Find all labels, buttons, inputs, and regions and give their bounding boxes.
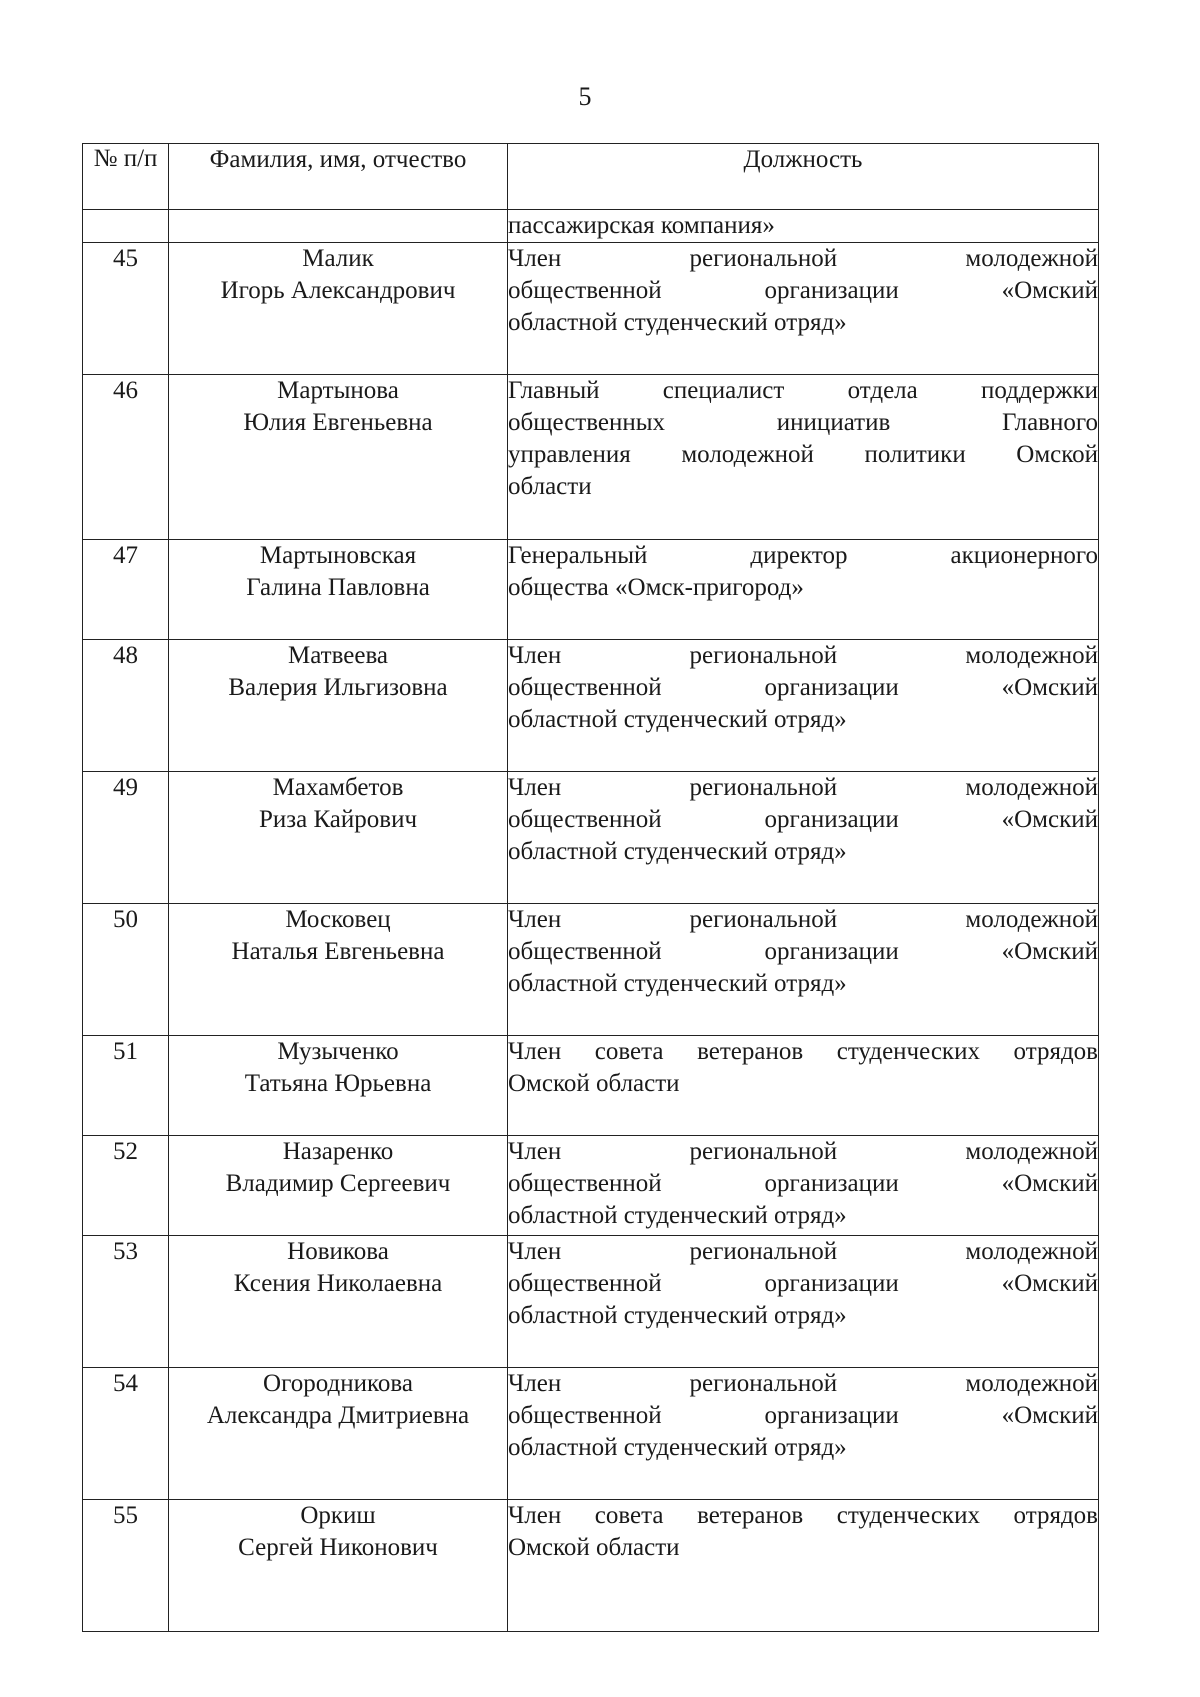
row-number: 51 xyxy=(83,1036,169,1136)
position-cell xyxy=(508,1500,1099,1632)
position-line: общественной организации «Омский xyxy=(508,1270,1098,1297)
page-number: 5 xyxy=(578,82,592,111)
given-name-patronymic: Наталья Евгеньевна xyxy=(231,938,445,965)
row-number: 48 xyxy=(83,640,169,772)
surname: Новикова xyxy=(287,1238,389,1265)
position-line: Член совета ветеранов студенческих отрядов xyxy=(508,1038,1098,1065)
table-row xyxy=(83,243,1099,375)
full-name-cell xyxy=(169,904,508,1036)
position-line: областной студенческий отряд» xyxy=(508,309,847,336)
given-name-patronymic: Риза Кайрович xyxy=(258,806,418,833)
table-row xyxy=(83,772,1099,904)
full-name-cell xyxy=(169,243,508,375)
position-line: областной студенческий отряд» xyxy=(508,1202,847,1229)
position-line: Член региональной молодежной xyxy=(508,245,1098,272)
position-line: областной студенческий отряд» xyxy=(508,706,847,733)
position-line: Генеральный директор акционерного xyxy=(508,542,1098,569)
full-name-cell xyxy=(169,1036,508,1136)
position-cell xyxy=(508,772,1099,904)
position-line: Член региональной молодежной xyxy=(508,642,1098,669)
surname: Огородникова xyxy=(263,1370,413,1397)
position-line: общественной организации «Омский xyxy=(508,674,1098,701)
table-row xyxy=(83,640,1099,772)
full-name-cell xyxy=(169,375,508,540)
surname: Московец xyxy=(285,906,391,933)
position-line: Член региональной молодежной xyxy=(508,1370,1098,1397)
position-line: общественной организации «Омский xyxy=(508,806,1098,833)
given-name-patronymic: Юлия Евгеньевна xyxy=(243,409,433,436)
given-name-patronymic: Владимир Сергеевич xyxy=(225,1170,451,1197)
position-line: областной студенческий отряд» xyxy=(508,838,847,865)
full-name-cell xyxy=(169,772,508,904)
table-row xyxy=(83,1236,1099,1368)
position-line: областной студенческий отряд» xyxy=(508,1434,847,1461)
position-cell xyxy=(508,1368,1099,1500)
position-cell xyxy=(508,1236,1099,1368)
position-line: области xyxy=(508,473,592,500)
row-number: 53 xyxy=(83,1236,169,1368)
position-line: Член совета ветеранов студенческих отрядов xyxy=(508,1502,1098,1529)
surname: Оркиш xyxy=(300,1502,376,1529)
position-line: управления молодежной политики Омской xyxy=(508,441,1098,468)
row-number: 52 xyxy=(83,1136,169,1236)
surname: Мартыновская xyxy=(259,542,417,569)
header-position: Должность xyxy=(508,144,1099,210)
position-line: областной студенческий отряд» xyxy=(508,1302,847,1329)
position-line: Член региональной молодежной xyxy=(508,774,1098,801)
full-name-cell xyxy=(169,640,508,772)
position-line: Член региональной молодежной xyxy=(508,906,1098,933)
header-full-name: Фамилия, имя, отчество xyxy=(169,144,508,210)
table-header-row xyxy=(83,144,1099,210)
continuation-name xyxy=(169,210,508,243)
given-name-patronymic: Валерия Ильгизовна xyxy=(228,674,448,701)
surname: Махамбетов xyxy=(272,774,404,801)
table-row xyxy=(83,375,1099,540)
table-row xyxy=(83,1136,1099,1236)
given-name-patronymic: Ксения Николаевна xyxy=(233,1270,443,1297)
continuation-position: пассажирская компания» xyxy=(508,210,1099,243)
row-number: 45 xyxy=(83,243,169,375)
position-cell xyxy=(508,1136,1099,1236)
position-line: областной студенческий отряд» xyxy=(508,970,847,997)
position-cell xyxy=(508,904,1099,1036)
full-name-cell xyxy=(169,1136,508,1236)
position-line: Омской области xyxy=(508,1534,680,1561)
position-cell xyxy=(508,375,1099,540)
table-row xyxy=(83,1500,1099,1632)
position-line: общественной организации «Омский xyxy=(508,1170,1098,1197)
position-line: общественной организации «Омский xyxy=(508,938,1098,965)
given-name-patronymic: Александра Дмитриевна xyxy=(206,1402,470,1429)
given-name-patronymic: Сергей Никонович xyxy=(238,1534,438,1561)
row-number: 50 xyxy=(83,904,169,1036)
position-cell xyxy=(508,540,1099,640)
given-name-patronymic: Игорь Александрович xyxy=(220,277,456,304)
position-cell xyxy=(508,243,1099,375)
row-number: 54 xyxy=(83,1368,169,1500)
row-number: 46 xyxy=(83,375,169,540)
header-number: № п/п xyxy=(83,144,169,210)
surname: Матвеева xyxy=(287,642,389,669)
table-row xyxy=(83,1368,1099,1500)
position-line: Главный специалист отдела поддержки xyxy=(508,377,1098,404)
position-line: Омской области xyxy=(508,1070,680,1097)
continuation-row xyxy=(83,210,1099,243)
position-cell xyxy=(508,640,1099,772)
full-name-cell xyxy=(169,540,508,640)
row-number: 55 xyxy=(83,1500,169,1632)
table-row xyxy=(83,1036,1099,1136)
position-line: общественной организации «Омский xyxy=(508,1402,1098,1429)
surname: Малик xyxy=(302,245,374,272)
position-line: общества «Омск-пригород» xyxy=(508,574,804,601)
row-number: 49 xyxy=(83,772,169,904)
full-name-cell xyxy=(169,1368,508,1500)
continuation-num xyxy=(83,210,169,243)
given-name-patronymic: Галина Павловна xyxy=(246,574,430,601)
position-line: Член региональной молодежной xyxy=(508,1138,1098,1165)
row-number: 47 xyxy=(83,540,169,640)
position-line: общественной организации «Омский xyxy=(508,277,1098,304)
table-row xyxy=(83,540,1099,640)
surname: Музыченко xyxy=(277,1038,399,1065)
table-row xyxy=(83,904,1099,1036)
position-cell xyxy=(508,1036,1099,1136)
full-name-cell xyxy=(169,1236,508,1368)
given-name-patronymic: Татьяна Юрьевна xyxy=(244,1070,432,1097)
full-name-cell xyxy=(169,1500,508,1632)
surname: Мартынова xyxy=(277,377,399,404)
position-line: общественных инициатив Главного xyxy=(508,409,1098,436)
member-table xyxy=(82,143,1099,1632)
surname: Назаренко xyxy=(282,1138,394,1165)
position-line: Член региональной молодежной xyxy=(508,1238,1098,1265)
